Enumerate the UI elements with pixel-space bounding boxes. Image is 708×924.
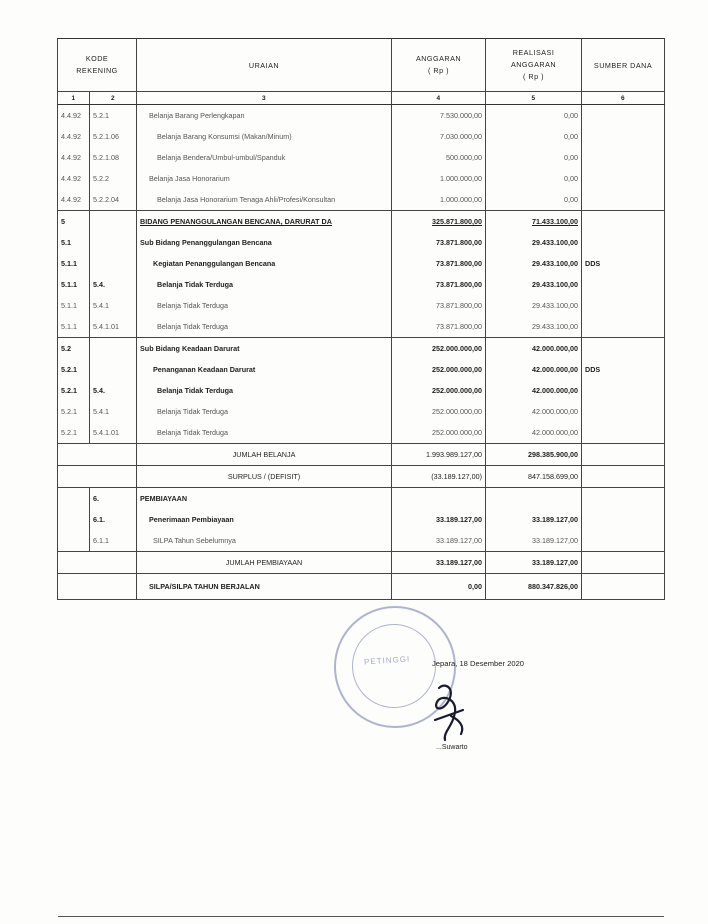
sumber-dana — [582, 147, 665, 168]
sumber-dana — [582, 168, 665, 189]
uraian: Belanja Bendera/Umbul-umbul/Spanduk — [137, 147, 392, 168]
header-anggaran: ANGGARAN ( Rp ) — [392, 39, 486, 92]
signatory-name: ...Suwarto — [436, 744, 468, 751]
uraian: Belanja Tidak Terduga — [137, 295, 392, 316]
uraian: Penerimaan Pembiayaan — [137, 509, 392, 530]
anggaran: 252.000.000,00 — [392, 338, 486, 360]
table-row — [58, 401, 665, 422]
kode-1: 4.4.92 — [58, 126, 90, 147]
kode-2 — [90, 359, 137, 380]
kode-1: 5.1.1 — [58, 295, 90, 316]
jumlah-pembiayaan-anggaran: 33.189.127,00 — [392, 552, 486, 574]
realisasi: 42.000.000,00 — [486, 380, 582, 401]
realisasi: 71.433.100,00 — [486, 211, 582, 233]
anggaran: 73.871.800,00 — [392, 295, 486, 316]
uraian: PEMBIAYAAN — [137, 488, 392, 510]
jumlah-belanja-realisasi: 298.385.900,00 — [486, 444, 582, 466]
anggaran: 73.871.800,00 — [392, 274, 486, 295]
sumber-dana: DDS — [582, 253, 665, 274]
sumber-dana — [582, 422, 665, 444]
table-row — [58, 422, 665, 444]
silpa-label: SILPA/SILPA TAHUN BERJALAN — [137, 574, 392, 600]
table-row — [58, 530, 665, 552]
anggaran: 1.000.000,00 — [392, 189, 486, 211]
kode-2: 5.4. — [90, 274, 137, 295]
uraian: Belanja Tidak Terduga — [137, 380, 392, 401]
uraian: Sub Bidang Penanggulangan Bencana — [137, 232, 392, 253]
kode-1: 5.2.1 — [58, 359, 90, 380]
kode-2: 5.4.1.01 — [90, 422, 137, 444]
table-row — [58, 147, 665, 168]
uraian: Belanja Barang Konsumsi (Makan/Minum) — [137, 126, 392, 147]
table-row — [58, 380, 665, 401]
sumber-dana — [582, 338, 665, 360]
col-number-2: 2 — [90, 92, 137, 105]
realisasi: 29.433.100,00 — [486, 253, 582, 274]
silpa-row — [58, 574, 665, 600]
anggaran: 33.189.127,00 — [392, 509, 486, 530]
sumber-dana — [582, 232, 665, 253]
header-realisasi: REALISASI ANGGARAN ( Rp ) — [486, 39, 582, 92]
footer-divider — [58, 916, 664, 917]
realisasi: 42.000.000,00 — [486, 359, 582, 380]
table-row — [58, 338, 665, 360]
kode-1 — [58, 530, 90, 552]
uraian: Belanja Tidak Terduga — [137, 401, 392, 422]
kode-1 — [58, 509, 90, 530]
uraian: SILPA Tahun Sebelumnya — [137, 530, 392, 552]
sumber-dana — [582, 316, 665, 338]
jumlah-pembiayaan-row — [58, 552, 665, 574]
uraian: Belanja Barang Perlengkapan — [137, 105, 392, 127]
surplus-anggaran: (33.189.127,00) — [392, 466, 486, 488]
handwritten-signature — [425, 680, 475, 746]
kode-1: 4.4.92 — [58, 105, 90, 127]
table-row — [58, 232, 665, 253]
sumber-dana — [582, 126, 665, 147]
kode-2: 6.1. — [90, 509, 137, 530]
uraian: Belanja Tidak Terduga — [137, 316, 392, 338]
table-row — [58, 488, 665, 510]
table-row — [58, 126, 665, 147]
kode-1 — [58, 488, 90, 510]
sumber-dana — [582, 105, 665, 127]
kode-2: 5.2.2.04 — [90, 189, 137, 211]
table-row — [58, 211, 665, 233]
anggaran: 252.000.000,00 — [392, 422, 486, 444]
table-row — [58, 253, 665, 274]
col-number-1: 1 — [58, 92, 90, 105]
kode-1: 5.1.1 — [58, 253, 90, 274]
kode-1: 5.1.1 — [58, 274, 90, 295]
uraian: Belanja Jasa Honorarium Tenaga Ahli/Profesi/Konsultan — [137, 189, 392, 211]
table-row — [58, 168, 665, 189]
anggaran: 325.871.800,00 — [392, 211, 486, 233]
realisasi: 42.000.000,00 — [486, 422, 582, 444]
anggaran: 73.871.800,00 — [392, 253, 486, 274]
kode-2: 5.2.1.08 — [90, 147, 137, 168]
kode-2: 6. — [90, 488, 137, 510]
uraian: BIDANG PENANGGULANGAN BENCANA, DARURAT DA — [137, 211, 392, 233]
jumlah-belanja-label: JUMLAH BELANJA — [137, 444, 392, 466]
kode-2: 5.4.1.01 — [90, 316, 137, 338]
realisasi — [486, 488, 582, 510]
uraian: Sub Bidang Keadaan Darurat — [137, 338, 392, 360]
uraian: Penanganan Keadaan Darurat — [137, 359, 392, 380]
header-kode-rekening: KODE REKENING — [58, 39, 137, 92]
realisasi: 29.433.100,00 — [486, 316, 582, 338]
anggaran: 33.189.127,00 — [392, 530, 486, 552]
realisasi: 33.189.127,00 — [486, 509, 582, 530]
realisasi: 42.000.000,00 — [486, 338, 582, 360]
realisasi: 0,00 — [486, 147, 582, 168]
kode-1: 5.2.1 — [58, 401, 90, 422]
kode-2: 6.1.1 — [90, 530, 137, 552]
kode-1: 5 — [58, 211, 90, 233]
signature-date: Jepara, 18 Desember 2020 — [432, 659, 525, 668]
kode-2 — [90, 338, 137, 360]
col-number-4: 4 — [392, 92, 486, 105]
jumlah-belanja-row — [58, 444, 665, 466]
kode-2 — [90, 253, 137, 274]
realisasi: 29.433.100,00 — [486, 232, 582, 253]
anggaran: 252.000.000,00 — [392, 401, 486, 422]
table-row — [58, 509, 665, 530]
col-number-6: 6 — [582, 92, 665, 105]
table-row — [58, 316, 665, 338]
realisasi: 33.189.127,00 — [486, 530, 582, 552]
kode-1: 5.2 — [58, 338, 90, 360]
table-row — [58, 274, 665, 295]
realisasi: 0,00 — [486, 189, 582, 211]
kode-1: 5.2.1 — [58, 422, 90, 444]
budget-table — [57, 38, 665, 600]
sumber-dana: DDS — [582, 359, 665, 380]
col-number-5: 5 — [486, 92, 582, 105]
anggaran: 500.000,00 — [392, 147, 486, 168]
jumlah-pembiayaan-realisasi: 33.189.127,00 — [486, 552, 582, 574]
table-row — [58, 359, 665, 380]
anggaran: 1.000.000,00 — [392, 168, 486, 189]
kode-2 — [90, 211, 137, 233]
stamp-text: PETINGGI — [363, 654, 411, 667]
jumlah-pembiayaan-label: JUMLAH PEMBIAYAAN — [137, 552, 392, 574]
silpa-anggaran: 0,00 — [392, 574, 486, 600]
silpa-realisasi: 880.347.826,00 — [486, 574, 582, 600]
anggaran: 73.871.800,00 — [392, 232, 486, 253]
anggaran: 252.000.000,00 — [392, 380, 486, 401]
anggaran: 7.530.000,00 — [392, 105, 486, 127]
realisasi: 0,00 — [486, 126, 582, 147]
kode-1: 5.2.1 — [58, 380, 90, 401]
anggaran: 7.030.000,00 — [392, 126, 486, 147]
kode-2: 5.4. — [90, 380, 137, 401]
sumber-dana — [582, 380, 665, 401]
surplus-row — [58, 466, 665, 488]
anggaran: 252.000.000,00 — [392, 359, 486, 380]
surplus-label: SURPLUS / (DEFISIT) — [137, 466, 392, 488]
kode-1: 5.1.1 — [58, 316, 90, 338]
kode-1: 4.4.92 — [58, 168, 90, 189]
jumlah-belanja-anggaran: 1.993.989.127,00 — [392, 444, 486, 466]
kode-1: 4.4.92 — [58, 147, 90, 168]
realisasi: 42.000.000,00 — [486, 401, 582, 422]
anggaran — [392, 488, 486, 510]
anggaran: 73.871.800,00 — [392, 316, 486, 338]
surplus-realisasi: 847.158.699,00 — [486, 466, 582, 488]
sumber-dana — [582, 211, 665, 233]
uraian: Belanja Jasa Honorarium — [137, 168, 392, 189]
kode-1: 4.4.92 — [58, 189, 90, 211]
uraian: Belanja Tidak Terduga — [137, 274, 392, 295]
col-number-3: 3 — [137, 92, 392, 105]
realisasi: 29.433.100,00 — [486, 295, 582, 316]
kode-2 — [90, 232, 137, 253]
realisasi: 0,00 — [486, 105, 582, 127]
table-row — [58, 295, 665, 316]
kode-2: 5.2.2 — [90, 168, 137, 189]
kode-2: 5.2.1.06 — [90, 126, 137, 147]
realisasi: 0,00 — [486, 168, 582, 189]
uraian: Kegiatan Penanggulangan Bencana — [137, 253, 392, 274]
sumber-dana — [582, 401, 665, 422]
kode-1: 5.1 — [58, 232, 90, 253]
realisasi: 29.433.100,00 — [486, 274, 582, 295]
kode-2: 5.2.1 — [90, 105, 137, 127]
sumber-dana — [582, 189, 665, 211]
kode-2: 5.4.1 — [90, 401, 137, 422]
header-sumber-dana: SUMBER DANA — [582, 39, 665, 92]
sumber-dana — [582, 295, 665, 316]
kode-2: 5.4.1 — [90, 295, 137, 316]
header-uraian: URAIAN — [137, 39, 392, 92]
table-row — [58, 189, 665, 211]
table-row — [58, 105, 665, 127]
sumber-dana — [582, 274, 665, 295]
uraian: Belanja Tidak Terduga — [137, 422, 392, 444]
